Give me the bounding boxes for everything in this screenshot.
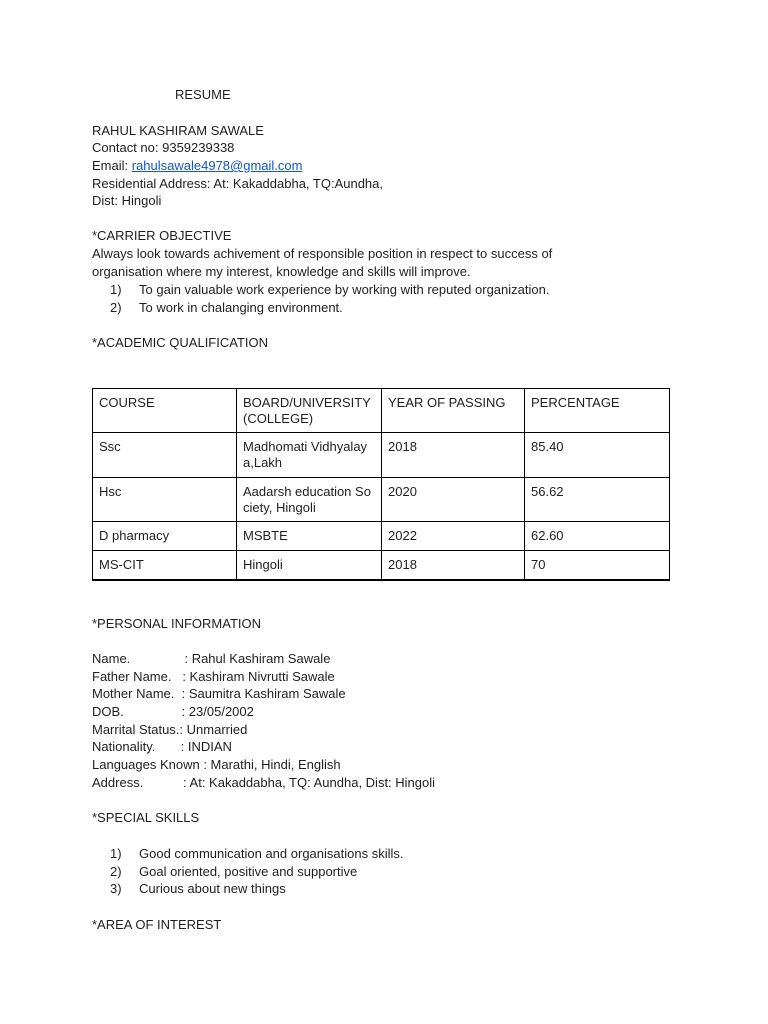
field-value: : Unmarried	[179, 722, 248, 737]
personal-heading: *PERSONAL INFORMATION	[92, 616, 262, 631]
address-line-2: Dist: Hingoli	[92, 193, 162, 208]
table-cell: 70	[525, 551, 670, 580]
field-label: Name.	[92, 651, 185, 666]
field-value: : 23/05/2002	[181, 704, 254, 719]
list-text: Good communication and organisations skills.	[139, 846, 404, 861]
table-cell: Aadarsh education Society, Hingoli	[237, 478, 382, 522]
field-label: Mother Name.	[92, 686, 182, 701]
address-line-1: Residential Address: At: Kakaddabha, TQ:Aundha,	[92, 176, 384, 191]
table-row	[93, 433, 670, 478]
list-number: 1)	[110, 282, 122, 297]
table-cell: 2018	[382, 551, 525, 580]
personal-field-father	[92, 668, 335, 686]
list-item	[110, 845, 403, 863]
field-value: : Saumitra Kashiram Sawale	[181, 686, 346, 701]
field-label: Address.	[92, 775, 184, 790]
contact-line	[92, 139, 234, 157]
field-value: : Rahul Kashiram Sawale	[184, 651, 331, 666]
field-value: : At: Kakaddabha, TQ: Aundha, Dist: Hingoli	[183, 775, 436, 790]
table-row	[93, 551, 670, 580]
objective-line-1: Always look towards achivement of responsible position in respect to success of	[92, 246, 553, 261]
field-label: DOB.	[92, 704, 182, 719]
objective-line-2: organisation where my interest, knowledge and skills will improve.	[92, 264, 471, 279]
contact-number: 9359239338	[162, 140, 235, 155]
table-row	[93, 478, 670, 522]
field-value: : Marathi, Hindi, English	[203, 757, 341, 772]
contact-label: Contact no:	[92, 140, 163, 155]
personal-field-languages	[92, 756, 341, 774]
table-cell: Ssc	[93, 433, 237, 478]
field-label: Marrital Status.	[92, 722, 180, 737]
table-cell: 62.60	[525, 522, 670, 551]
table-header-cell: BOARD/UNIVERSITY (COLLEGE)	[237, 389, 382, 433]
list-text: To gain valuable work experience by working with reputed organization.	[139, 282, 550, 297]
table-cell: Madhomati Vidhyalaya,Lakh	[237, 433, 382, 478]
personal-field-nationality	[92, 738, 232, 756]
list-number: 2)	[110, 299, 122, 315]
table-cell: MSBTE	[237, 522, 382, 551]
personal-field-name	[92, 650, 330, 668]
skills-heading: *SPECIAL SKILLS	[92, 810, 200, 825]
personal-field-address	[92, 774, 435, 792]
table-cell: MS-CIT	[93, 551, 237, 580]
list-number: 3)	[110, 881, 122, 897]
list-number: 1)	[110, 846, 122, 861]
table-cell: 85.40	[525, 433, 670, 478]
academic-heading: *ACADEMIC QUALIFICATION	[92, 335, 269, 350]
table-header-cell: COURSE	[93, 389, 237, 433]
list-number: 2)	[110, 863, 122, 879]
personal-field-mother	[92, 685, 346, 703]
candidate-name: RAHUL KASHIRAM SAWALE	[92, 123, 264, 138]
table-cell: 56.62	[525, 478, 670, 522]
page-title: RESUME	[175, 87, 231, 102]
field-label: Nationality.	[92, 739, 181, 754]
field-label: Father Name.	[92, 669, 183, 684]
email-link[interactable]: rahulsawale4978@gmail.com	[131, 158, 303, 173]
table-cell: Hingoli	[237, 551, 382, 580]
list-text: Curious about new things	[139, 881, 286, 897]
personal-field-marital	[92, 721, 247, 739]
list-item	[110, 299, 549, 317]
personal-field-dob	[92, 703, 254, 721]
table-header-row	[93, 389, 670, 433]
email-line	[92, 157, 302, 175]
list-item	[110, 880, 403, 898]
academic-table	[92, 388, 670, 581]
list-item	[110, 863, 403, 881]
email-label: Email:	[92, 158, 132, 173]
table-cell: 2018	[382, 433, 525, 478]
objective-heading: *CARRIER OBJECTIVE	[92, 228, 232, 243]
list-text: Goal oriented, positive and supportive	[139, 863, 358, 879]
field-label: Languages Known	[92, 757, 204, 772]
table-cell: D pharmacy	[93, 522, 237, 551]
table-cell: 2020	[382, 478, 525, 522]
field-value: : Kashiram Nivrutti Sawale	[182, 669, 335, 684]
table-header-cell: PERCENTAGE	[525, 389, 670, 433]
list-text: To work in chalanging environment.	[139, 299, 343, 315]
table-cell: 2022	[382, 522, 525, 551]
list-item	[110, 281, 549, 299]
interest-heading: *AREA OF INTEREST	[92, 917, 222, 932]
field-value: : INDIAN	[180, 739, 232, 754]
table-row	[93, 522, 670, 551]
skills-list	[110, 845, 403, 898]
table-cell: Hsc	[93, 478, 237, 522]
objective-list	[110, 281, 549, 316]
table-header-cell: YEAR OF PASSING	[382, 389, 525, 433]
